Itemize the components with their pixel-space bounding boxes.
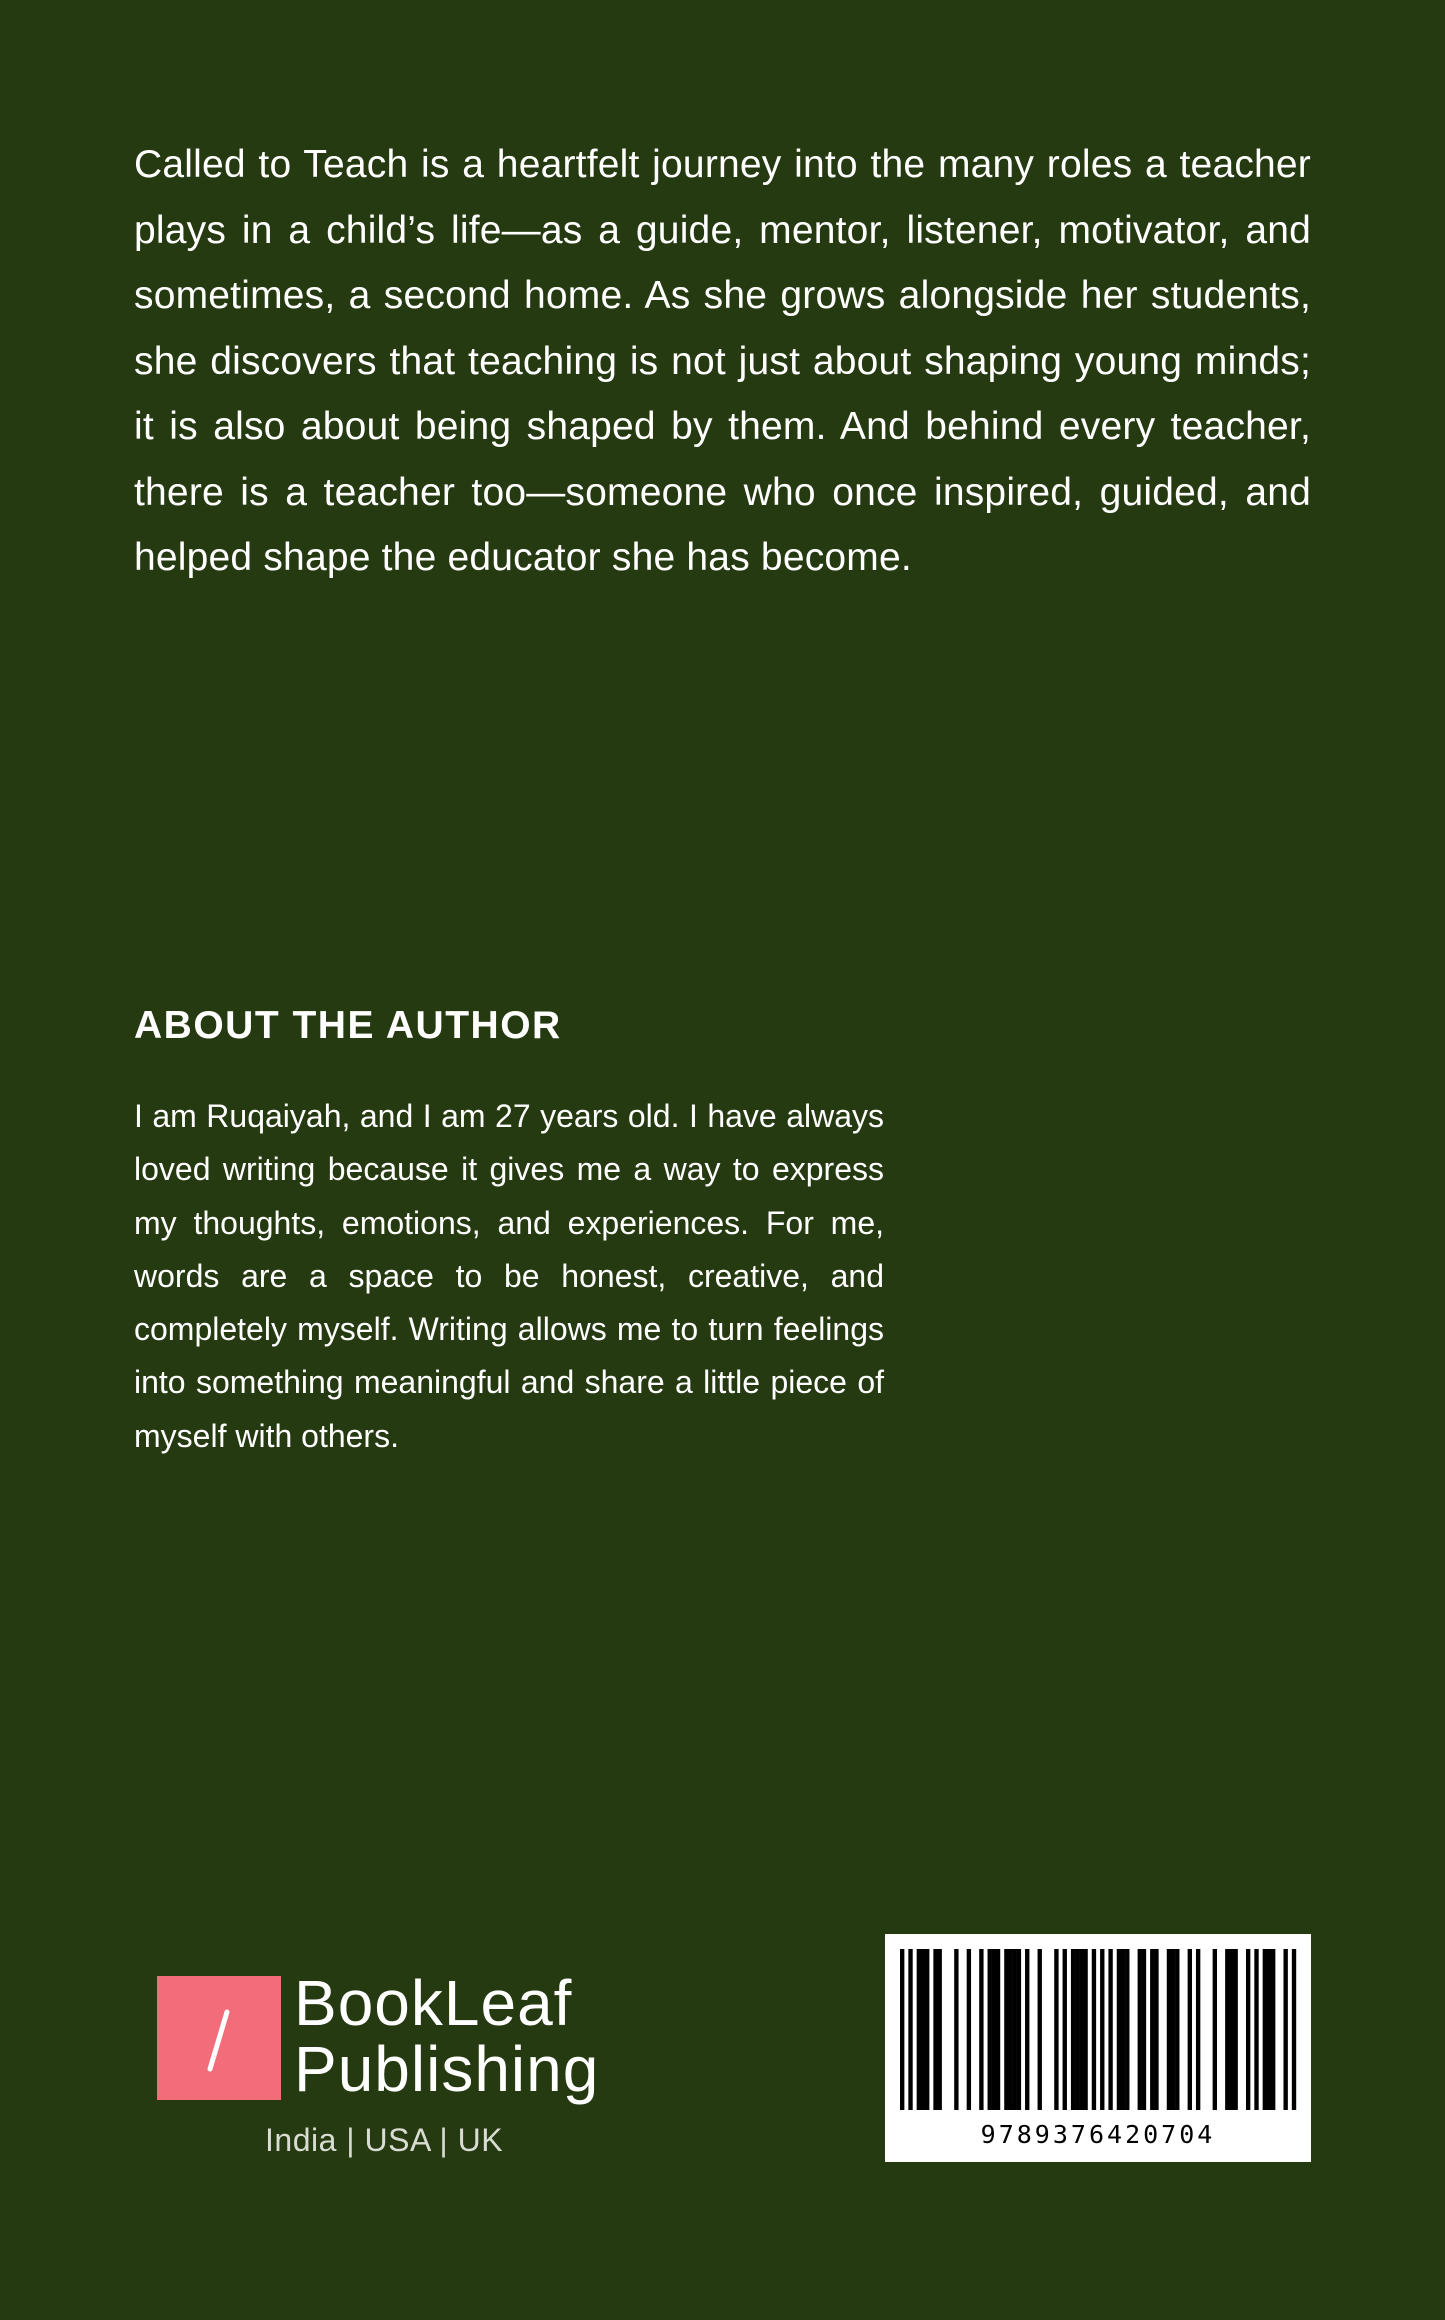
barcode-bar	[1229, 1949, 1233, 2110]
barcode-bar	[992, 1949, 996, 2110]
barcode-bar	[938, 1949, 942, 2110]
barcode-bar	[1267, 1949, 1271, 2110]
barcode-bar	[1075, 1949, 1079, 2110]
barcode-bar	[1138, 1949, 1142, 2110]
barcode-bar	[1092, 1949, 1096, 2110]
barcode-bar	[1167, 1949, 1171, 2110]
barcode-bar	[1013, 1949, 1017, 2110]
barcode-bar	[925, 1949, 929, 2110]
barcode-bar	[1117, 1949, 1121, 2110]
barcode-bar	[1125, 1949, 1129, 2110]
isbn-barcode	[885, 1934, 1311, 2162]
barcode-bar	[1063, 1949, 1067, 2110]
barcode-bar	[908, 1949, 912, 2110]
barcode-bar	[1079, 1949, 1083, 2110]
barcode-bar	[1188, 1949, 1192, 2110]
barcode-bar	[1171, 1949, 1175, 2110]
barcode-bar	[954, 1949, 958, 2110]
barcode-bar	[921, 1949, 925, 2110]
barcode-bar	[1142, 1949, 1146, 2110]
barcode-bar	[1254, 1949, 1258, 2110]
barcode-bar	[1004, 1949, 1008, 2110]
barcode-bar	[900, 1949, 904, 2110]
isbn-number: 9789376420704	[980, 2120, 1216, 2149]
barcode-bar	[1263, 1949, 1267, 2110]
slash-icon	[157, 1976, 281, 2100]
barcode-bar	[1292, 1949, 1296, 2110]
barcode-bar	[1196, 1949, 1200, 2110]
barcode-bar	[979, 1949, 983, 2110]
back-cover-blurb: Called to Teach is a heartfelt journey into the many roles a teacher plays in a child’s life—as a guide, mentor, listener, motivator, and sometimes, a second home. As she grows alongside her students, she discovers that teaching is not just about shaping young minds; it is also about being shaped by them. And behind every teacher, there is a teacher too—someone who once inspired, guided, and helped shape the educator she has become.	[134, 143, 1311, 579]
barcode-bar	[1246, 1949, 1250, 2110]
publisher-name-line1: BookLeaf	[294, 1967, 573, 2039]
barcode-bar	[1025, 1949, 1029, 2110]
barcode-bar	[1008, 1949, 1012, 2110]
barcode-bar	[1017, 1949, 1021, 2110]
barcode-bar	[1271, 1949, 1275, 2110]
barcode-bar	[1100, 1949, 1104, 2110]
barcode-bar	[1225, 1949, 1229, 2110]
barcode-bar	[1054, 1949, 1058, 2110]
barcode-bar	[988, 1949, 992, 2110]
barcode-bar	[1038, 1949, 1042, 2110]
barcode-bar	[1283, 1949, 1287, 2110]
barcode-bar	[1233, 1949, 1237, 2110]
barcode-bar	[1121, 1949, 1125, 2110]
barcode-bar	[1213, 1949, 1217, 2110]
barcode-bar	[1154, 1949, 1158, 2110]
barcode-bar	[996, 1949, 1000, 2110]
barcode-bar	[1150, 1949, 1154, 2110]
barcode-bar	[1071, 1949, 1075, 2110]
about-author-heading: ABOUT THE AUTHOR	[134, 1004, 562, 1047]
publisher-logo	[157, 1968, 617, 2178]
publisher-regions: India | USA | UK	[265, 2122, 504, 2158]
barcode-bar	[1108, 1949, 1112, 2110]
about-author-text: I am Ruqaiyah, and I am 27 years old. I have always loved writing because it gives me a way to express my thoughts, emotions, and experiences. For me, words are a space to be honest, creative, and completely myself. Writing allows me to turn feelings into something meaningful and share a little piece of myself with others.	[134, 1098, 884, 1454]
publisher-name-line2: Publishing	[294, 2033, 600, 2105]
barcode-bar	[967, 1949, 971, 2110]
barcode-bar	[1175, 1949, 1179, 2110]
barcode-bar	[1083, 1949, 1087, 2110]
barcode-bar	[917, 1949, 921, 2110]
barcode-bar	[933, 1949, 937, 2110]
